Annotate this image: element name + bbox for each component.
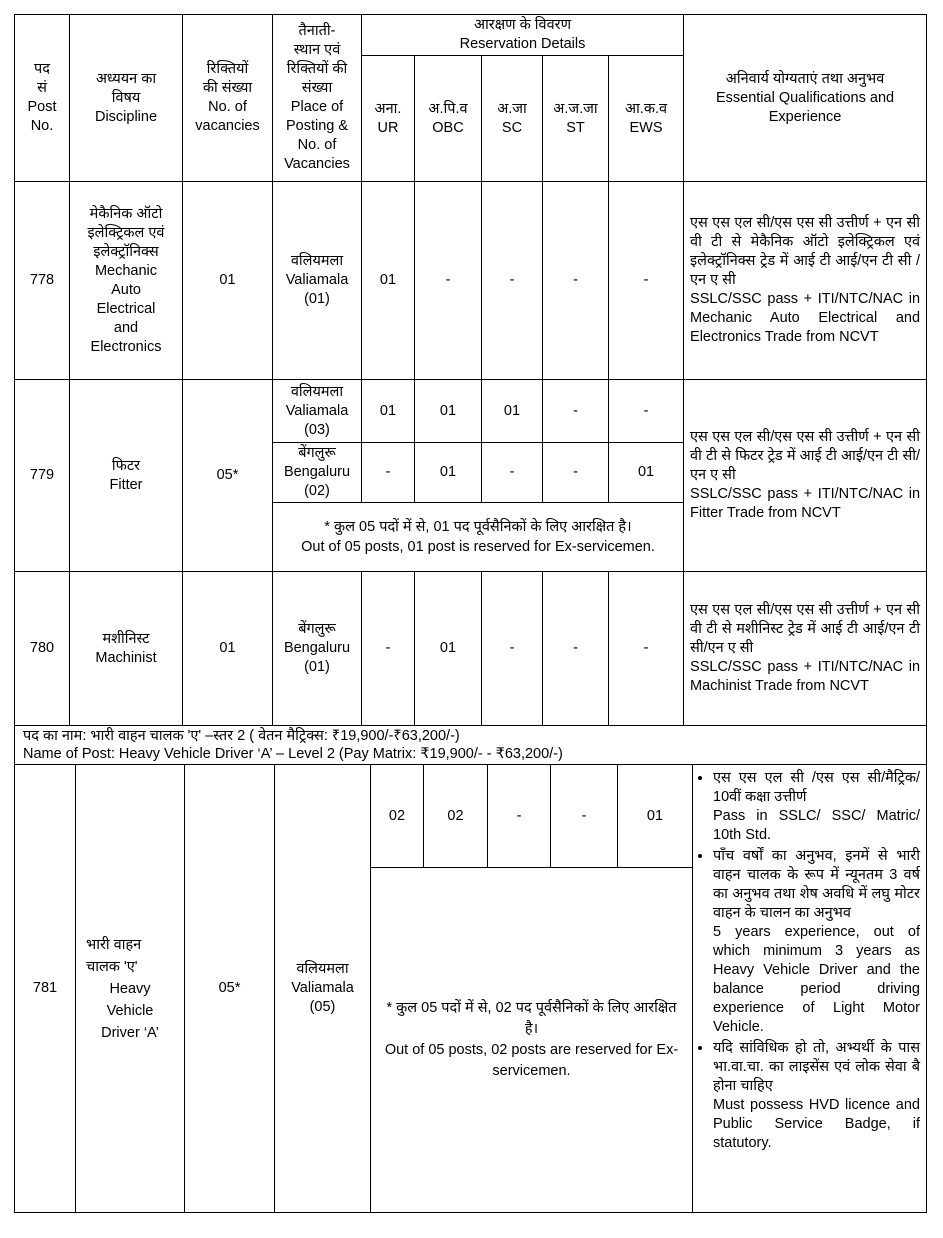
qualification-item: • पाँच वर्षों का अनुभव, इनमें से भारी वाहन चालक के रूप में न्यूनतम 3 वर्ष का अनुभव तथा शेष अवधि में लघु मोटर वाहन के चालन का अनुभव 5 years experience, out of which minimum 3 years as Heavy Vehicle Driver and the balance period driving experience of Light Motor Vehicle. — [713, 847, 920, 1037]
header-reservation: आरक्षण के विवरण Reservation Details — [362, 15, 684, 56]
discipline-cell: मशीनिस्ट Machinist — [70, 572, 183, 726]
post-number: 778 — [15, 182, 70, 380]
table-row-778 — [15, 182, 927, 380]
header-ews: आ.क.व EWS — [609, 56, 684, 182]
res-sc: - — [482, 443, 543, 503]
header-obc: अ.पि.व OBC — [415, 56, 482, 182]
place-cell: बेंगलुरू Bengaluru (02) — [273, 443, 362, 503]
res-st: - — [543, 380, 609, 443]
place-cell: वलियमला Valiamala (05) — [275, 765, 371, 1213]
post-number: 779 — [15, 380, 70, 572]
res-st: - — [543, 572, 609, 726]
table-row-781 — [15, 765, 927, 868]
res-sc: - — [482, 572, 543, 726]
place-cell: वलियमला Valiamala (03) — [273, 380, 362, 443]
qualification-item: • यदि सांविधिक हो तो, अभ्यर्थी के पास भा.वा.चा. का लाइसेंस एवं लोक सेवा बै होना चाहिए Must possess HVD licence and Public Service Badge, if statutory. — [713, 1039, 920, 1153]
res-ews: - — [609, 380, 684, 443]
res-sc: - — [482, 182, 543, 380]
header-post-no: पद सं Post No. — [15, 15, 70, 182]
header-place: तैनाती- स्थान एवं रिक्तियों की संख्या Place of Posting & No. of Vacancies — [273, 15, 362, 182]
res-ur: 01 — [362, 182, 415, 380]
place-cell: वलियमला Valiamala (01) — [273, 182, 362, 380]
res-ur: - — [362, 572, 415, 726]
res-ur: 02 — [371, 765, 424, 868]
qualification-item: • एस एस एल सी /एस एस सी/मैट्रिक/ 10वीं कक्षा उत्तीर्ण Pass in SSLC/ SSC/ Matric/ 10th Std. — [713, 769, 920, 845]
table-row-779 — [15, 380, 927, 443]
res-obc: 01 — [415, 572, 482, 726]
qualification-cell: एस एस एल सी/एस एस सी उत्तीर्ण + एन सी वी टी से मशीनिस्ट ट्रेड में आई टी आई/एन टी सी/एन ए सी SSLC/SSC pass + ITI/NTC/NAC in Machinist Trade from NCVT — [684, 572, 927, 726]
res-obc: 01 — [415, 443, 482, 503]
header-sc: अ.जा SC — [482, 56, 543, 182]
vacancy-count: 01 — [183, 182, 273, 380]
res-obc: 01 — [415, 380, 482, 443]
header-st: अ.ज.जा ST — [543, 56, 609, 182]
vacancy-count: 05* — [185, 765, 275, 1213]
discipline-cell: फिटर Fitter — [70, 380, 183, 572]
place-cell: बेंगलुरू Bengaluru (01) — [273, 572, 362, 726]
header-discipline: अध्ययन का विषय Discipline — [70, 15, 183, 182]
qualification-cell: एस एस एल सी/एस एस सी उत्तीर्ण + एन सी वी टी से मेकैनिक ऑटो इलेक्ट्रिकल एवं इलेक्ट्रॉनिक्स ट्रेड में आई टी आई/एन टी सी /एन ए सी SSLC/SSC pass + ITI/NTC/NAC in Mechanic Auto Electrical and Electronics Trade from NCVT — [684, 182, 927, 380]
res-ews: 01 — [609, 443, 684, 503]
exservicemen-note: * कुल 05 पदों में से, 02 पद पूर्वसैनिकों के लिए आरक्षित है। Out of 05 posts, 02 posts are reserved for Ex-servicemen. — [371, 868, 693, 1213]
exservicemen-note: * कुल 05 पदों में से, 01 पद पूर्वसैनिकों के लिए आरक्षित है। Out of 05 posts, 01 post is reserved for Ex-servicemen. — [273, 503, 684, 572]
res-st: - — [543, 443, 609, 503]
res-sc: 01 — [482, 380, 543, 443]
vacancy-count: 05* — [183, 380, 273, 572]
qualification-cell: एस एस एल सी/एस एस सी उत्तीर्ण + एन सी वी टी से फिटर ट्रेड में आई टी आई/एन टी सी/एन ए सी SSLC/SSC pass + ITI/NTC/NAC in Fitter Trade from NCVT — [684, 380, 927, 572]
header-ur: अना. UR — [362, 56, 415, 182]
qualification-cell — [693, 765, 927, 1213]
post-number: 781 — [15, 765, 76, 1213]
discipline-cell: भारी वाहन चालक 'ए' Heavy Vehicle Driver ‘A’ — [76, 765, 185, 1213]
discipline-cell: मेकैनिक ऑटो इलेक्ट्रिकल एवं इलेक्ट्रॉनिक्स Mechanic Auto Electrical and Electronics — [70, 182, 183, 380]
res-ews: 01 — [618, 765, 693, 868]
res-ur: - — [362, 443, 415, 503]
header-qualification: अनिवार्य योग्यताएं तथा अनुभव Essential Qualifications and Experience — [684, 15, 927, 182]
qualification-list — [699, 769, 920, 1153]
vacancy-table-upper — [14, 14, 927, 765]
res-ews: - — [609, 572, 684, 726]
res-ur: 01 — [362, 380, 415, 443]
res-st: - — [551, 765, 618, 868]
post-name-banner: पद का नाम: भारी वाहन चालक 'ए' –स्तर 2 ( वेतन मैट्रिक्स: ₹19,900/-₹63,200/-) Name of Post: Heavy Vehicle Driver ‘A’ – Level 2 (Pay Matrix: ₹19,900/- - ₹63,200/-) — [15, 726, 927, 765]
res-st: - — [543, 182, 609, 380]
vacancy-count: 01 — [183, 572, 273, 726]
res-obc: 02 — [424, 765, 488, 868]
post-number: 780 — [15, 572, 70, 726]
recruitment-table — [14, 14, 926, 1213]
header-vacancies: रिक्तियों की संख्या No. of vacancies — [183, 15, 273, 182]
res-sc: - — [488, 765, 551, 868]
res-obc: - — [415, 182, 482, 380]
res-ews: - — [609, 182, 684, 380]
vacancy-table-lower — [14, 764, 927, 1213]
table-row-780 — [15, 572, 927, 726]
